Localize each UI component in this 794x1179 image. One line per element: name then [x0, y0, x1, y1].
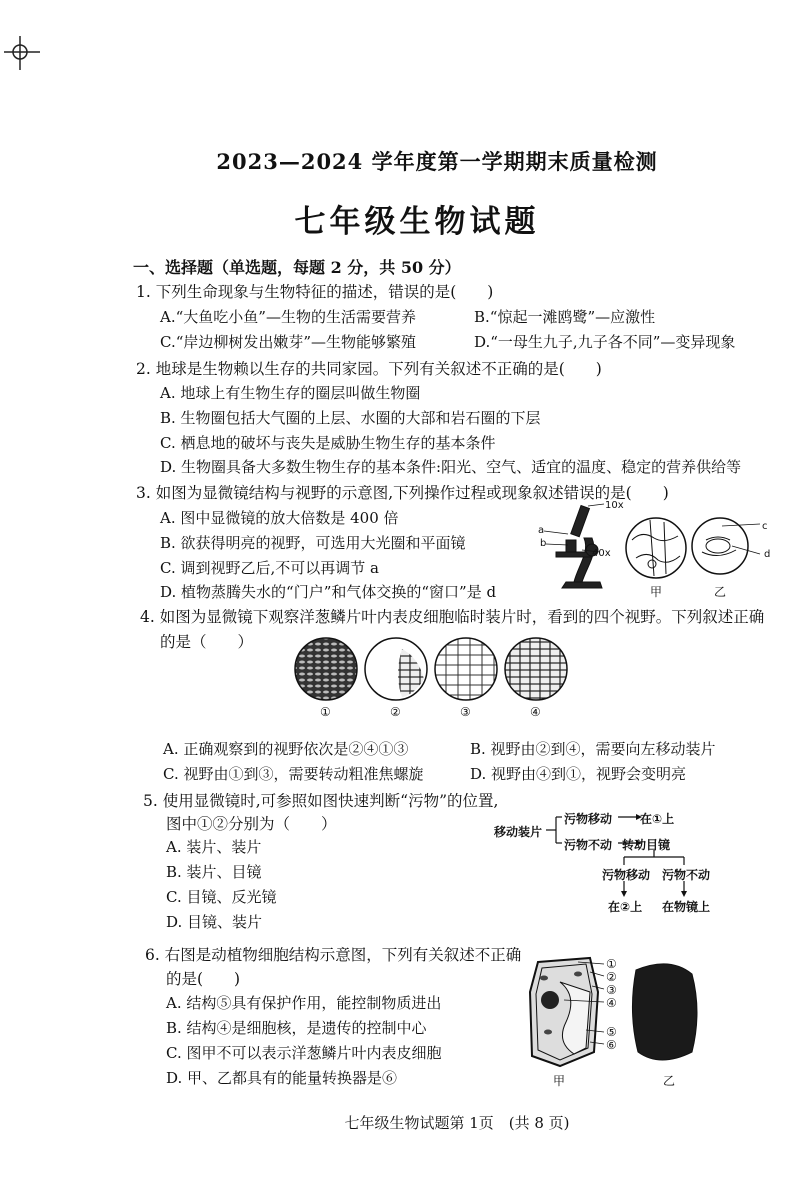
q5-option-b: B. 装片、目镜: [166, 863, 262, 881]
q6-option-d: D. 甲、乙都具有的能量转换器是⑥: [166, 1069, 398, 1087]
nucleus: [541, 991, 559, 1009]
field-3: [435, 638, 497, 700]
q1-option-b: B.“惊起一滩鸥鹭”—应激性: [474, 308, 656, 326]
q5-option-c: C. 目镜、反光镜: [166, 888, 277, 906]
question-5-stem: 5. 使用显微镜时,可参照如图快速判断“污物”的位置,: [143, 792, 499, 810]
question-6-stem: 6. 右图是动植物细胞结构示意图，下列有关叙述不正确: [145, 946, 522, 964]
flow-turn-eyepiece: 转动目镜: [622, 838, 671, 852]
q4-option-d: D. 视野由④到①，视野会变明亮: [470, 765, 687, 783]
label-c: c: [762, 521, 768, 532]
q6-option-b: B. 结构④是细胞核，是遗传的控制中心: [166, 1019, 427, 1037]
label-yi: 乙: [714, 585, 727, 599]
q4-option-c: C. 视野由①到③，需要转动粗准焦螺旋: [163, 765, 424, 783]
label-jia: 甲: [650, 585, 663, 599]
circle-label-3: ③: [460, 705, 471, 719]
circle-label-4: ④: [530, 705, 541, 719]
question-3-stem: 3. 如图为显微镜结构与视野的示意图,下列操作过程或现象叙述错误的是( ): [136, 484, 669, 502]
question-1-stem: 1. 下列生命现象与生物特征的描述，错误的是( ): [136, 283, 494, 301]
four-fields-figure: [290, 635, 570, 705]
q6-option-a: A. 结构⑤具有保护作用，能控制物质进出: [166, 994, 442, 1012]
q4-option-b: B. 视野由②到④，需要向左移动装片: [470, 740, 716, 758]
cell-num-1: ①: [606, 957, 617, 971]
q2-option-d: D. 生物圈具备大多数生物生存的基本条件:阳光、空气、适宜的温度、稳定的营养供给等: [160, 458, 742, 476]
q3-option-c: C. 调到视野乙后,不可以再调节 a: [160, 559, 379, 577]
question-6-stem-cont: 的是( ): [166, 970, 241, 988]
microscope-drawing: [556, 505, 602, 588]
q3-option-d: D. 植物蒸腾失水的“门户”和气体交换的“窗口”是 d: [160, 583, 497, 601]
q2-option-c: C. 栖息地的破坏与丧失是威胁生物生存的基本条件: [160, 434, 496, 452]
question-5-stem-cont: 图中①②分别为（ ）: [166, 815, 337, 833]
cell-num-6: ⑥: [606, 1038, 617, 1052]
flow-on-objective: 在物镜上: [662, 900, 711, 914]
q5-option-a: A. 装片、装片: [166, 838, 262, 856]
page-footer: 七年级生物试题第 1页 (共 8 页): [344, 1114, 570, 1132]
flow-on-2: 在②上: [608, 900, 643, 914]
question-4-stem-cont: 的是（ ）: [160, 633, 254, 651]
label-d: d: [764, 549, 771, 560]
flow-dirt-moves-2: 污物移动: [602, 868, 651, 882]
cell-num-4: ④: [606, 996, 617, 1010]
flow-dirt-stays: 污物不动: [564, 838, 613, 852]
cell-num-5: ⑤: [606, 1025, 617, 1039]
exam-title: 2023—2024 学年度第一学期期末质量检测: [216, 149, 658, 174]
field-yi: [692, 518, 748, 574]
q1-option-c: C.“岸边柳树发出嫩芽”—生物能够繁殖: [160, 333, 417, 351]
label-40x: 40x: [592, 548, 611, 559]
q1-option-d: D.“一母生九子,九子各不同”—变异现象: [474, 333, 736, 351]
section-heading: 一、选择题（单选题，每题 2 分，共 50 分）: [133, 258, 461, 277]
field-jia: [626, 518, 686, 578]
cell-num-3: ③: [606, 983, 617, 997]
q1-option-a: A.“大鱼吃小鱼”—生物的生活需要营养: [160, 308, 416, 326]
circle-label-1: ①: [320, 705, 331, 719]
flow-dirt-moves: 污物移动: [564, 812, 613, 826]
circle-label-2: ②: [390, 705, 401, 719]
q4-option-a: A. 正确观察到的视野依次是②④①③: [163, 740, 409, 758]
animal-cell: [632, 964, 697, 1060]
label-a: a: [538, 525, 545, 536]
cell-num-2: ②: [606, 970, 617, 984]
question-2-stem: 2. 地球是生物赖以生存的共同家园。下列有关叙述不正确的是( ): [136, 360, 602, 378]
q3-option-b: B. 欲获得明亮的视野，可选用大光圈和平面镜: [160, 534, 466, 552]
flow-on-1: 在①上: [640, 812, 675, 826]
question-4-stem: 4. 如图为显微镜下观察洋葱鳞片叶内表皮细胞临时装片时，看到的四个视野。下列叙述正确: [140, 608, 765, 626]
q3-option-a: A. 图中显微镜的放大倍数是 400 倍: [160, 509, 399, 527]
flow-move-slide: 移动装片: [494, 825, 543, 839]
q2-option-a: A. 地球上有生物生存的圈层叫做生物圈: [160, 384, 421, 402]
q5-option-d: D. 目镜、装片: [166, 913, 263, 931]
label-10x: 10x: [605, 500, 624, 511]
cell-label-yi: 乙: [663, 1074, 676, 1088]
exam-subtitle: 七年级生物试题: [294, 204, 540, 240]
field-1: [295, 638, 357, 700]
cell-label-jia: 甲: [553, 1074, 566, 1088]
registration-mark: [4, 36, 44, 76]
field-4: [505, 638, 567, 700]
q2-option-b: B. 生物圈包括大气圈的上层、水圈的大部和岩石圈的下层: [160, 409, 541, 427]
label-b: b: [540, 538, 547, 549]
q6-option-c: C. 图甲不可以表示洋葱鳞片叶内表皮细胞: [166, 1044, 442, 1062]
flow-dirt-stays-2: 污物不动: [662, 868, 711, 882]
